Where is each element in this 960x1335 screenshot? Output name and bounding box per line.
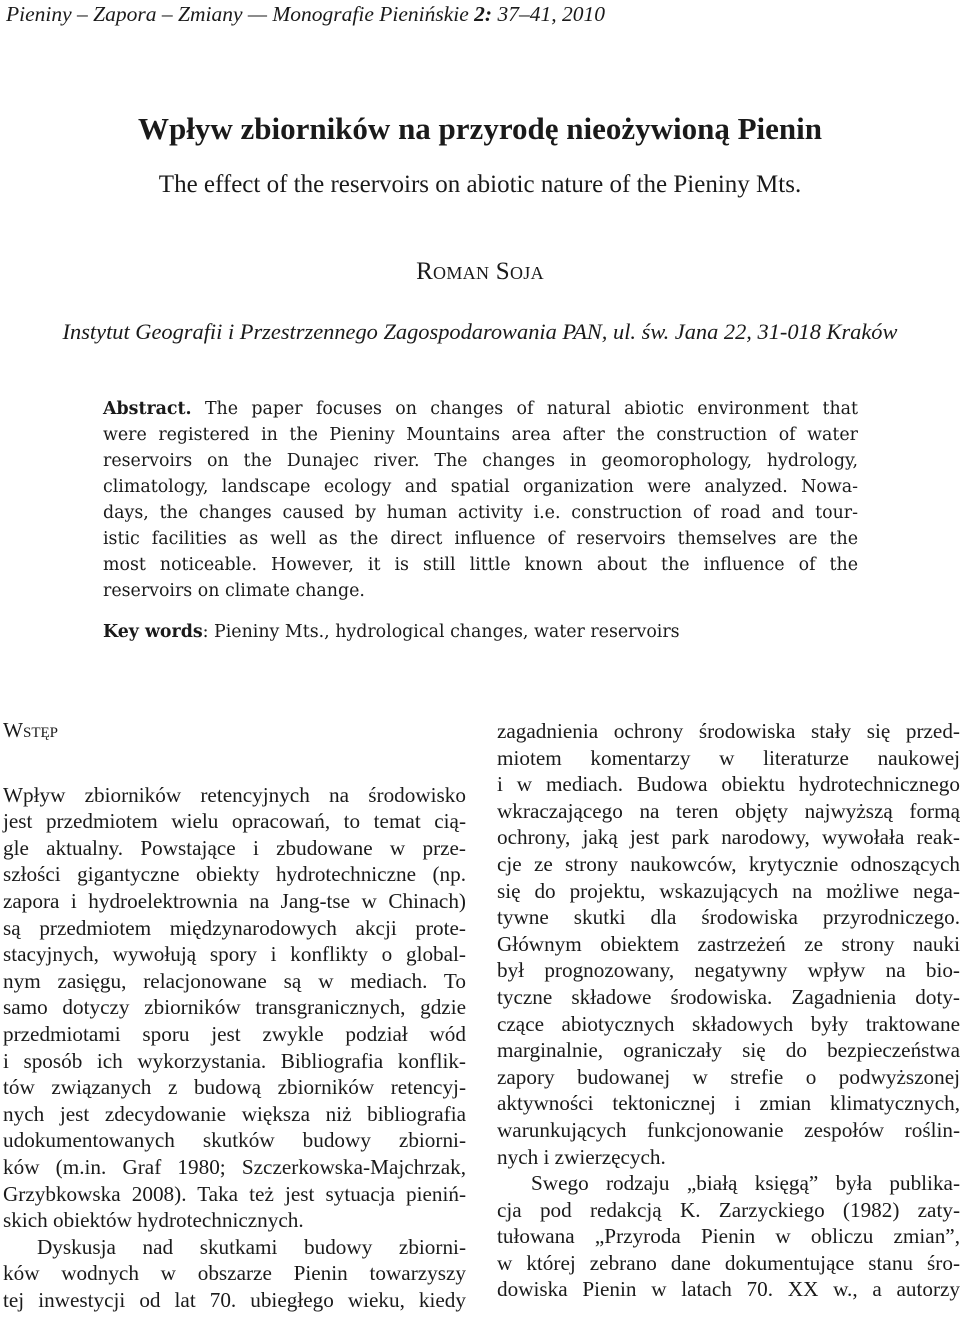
- body-line: jest przedmiotem wielu opracowań, to temat cią-: [3, 809, 466, 834]
- body-line: warunkujących funkcjonowanie zespołów roślin-: [497, 1117, 960, 1142]
- body-line: szłości gigantyczne obiekty hydrotechniczne (np.: [3, 862, 466, 887]
- body-line: nych jest zdecydowanie większa niż bibliografia: [3, 1101, 466, 1126]
- body-line: tywne skutki dla środowiska przyrodniczego.: [497, 905, 960, 930]
- abstract-line: most noticeable. However, it is still little known about the influence of the: [103, 555, 858, 575]
- abstract-label: Abstract.: [103, 399, 192, 419]
- running-header: [6, 2, 605, 27]
- keywords-text: : Pieniny Mts., hydrological changes, water reservoirs: [202, 622, 680, 642]
- body-line: Głównym obiektem zastrzeżeń ze strony nauki: [497, 931, 960, 956]
- body-line: był prognozowany, negatywny wpływ na bio-: [497, 958, 960, 983]
- body-line: wkraczającego na teren objęty najwyższą formą: [497, 798, 960, 823]
- abstract: [103, 396, 858, 604]
- body-line: miotem komentarzy w literaturze naukowej: [497, 745, 960, 770]
- body-line: samo dotyczy zbiorników transgranicznych, gdzie: [3, 995, 466, 1020]
- body-line: w której zebrano dane dokumentujące stanu śro-: [497, 1250, 960, 1275]
- body-line: stacyjnych, wywołują spory i konflikty o global-: [3, 942, 466, 967]
- author-affiliation: Instytut Geografii i Przestrzennego Zagospodarowania PAN, ul. św. Jana 22, 31-018 Kraków: [62, 319, 898, 344]
- body-line: nych i zwierzęcych.: [497, 1144, 666, 1169]
- section-heading: Wstęp: [3, 718, 59, 742]
- body-line: nym zasięgu, relacjonowane są w mediach. To: [3, 968, 466, 993]
- body-line: zapory budowanej w strefie o podwyższonej: [497, 1064, 960, 1089]
- body-line: udokumentowanych skutków budowy zbiorni-: [3, 1128, 466, 1153]
- article-title-english: The effect of the reservoirs on abiotic nature of the Pieniny Mts.: [158, 171, 802, 198]
- volume-number: 2:: [474, 2, 493, 26]
- abstract-line: reservoirs on the Dunajec river. The changes in geomorophology, hydrology,: [103, 451, 858, 471]
- keywords: [103, 619, 680, 645]
- journal-name: Pieniny – Zapora – Zmiany — Monografie Pienińskie: [6, 2, 469, 26]
- page-range: 37–41, 2010: [492, 2, 605, 26]
- abstract-line: reservoirs on climate change.: [103, 581, 365, 601]
- body-line: marginalnie, ograniczały się do bezpieczeństwa: [497, 1038, 960, 1063]
- author-name: Roman Soja: [416, 258, 544, 285]
- body-line: skich obiektów hydrotechnicznych.: [3, 1208, 304, 1233]
- body-line: tów związanych z budową zbiorników retencyj-: [3, 1075, 466, 1100]
- body-line: gle aktualny. Powstające i zbudowane w prze-: [3, 835, 466, 860]
- body-line: i w mediach. Budowa obiektu hydrotechnicznego: [497, 772, 960, 797]
- body-line: cje ze strony naukowców, krytycznie odnoszących: [497, 851, 960, 876]
- abstract-line: climatology, landscape ecology and spatial organization were analyzed. Nowa-: [103, 477, 858, 497]
- abstract-line: istic facilities as well as the direct influence of reservoirs themselves are the: [103, 529, 858, 549]
- body-column-left: [3, 717, 466, 1313]
- body-line: Grzybkowska 2008). Taka też jest sytuacja pieniń-: [3, 1181, 466, 1206]
- abstract-line: Abstract. The paper focuses on changes of natural abiotic environment that: [103, 399, 858, 419]
- body-line: cja pod redakcją K. Zarzyckiego (1982) zaty-: [497, 1197, 960, 1222]
- abstract-line: were registered in the Pieniny Mountains area after the construction of water: [103, 425, 858, 445]
- body-line: zagadnienia ochrony środowiska stały się przed-: [497, 719, 960, 743]
- abstract-line: days, the changes caused by human activity i.e. construction of road and tour-: [103, 503, 858, 523]
- body-line: tyczne składowe środowiska. Zagadnienia doty-: [497, 984, 960, 1009]
- body-line: tułowana „Przyroda Pienin w obliczu zmian”,: [497, 1224, 960, 1249]
- body-line: ochrony, jaką jest park narodowy, wywołała reak-: [497, 825, 960, 850]
- body-line: przedmiotami sporu jest zwykle podział wód: [3, 1021, 466, 1046]
- body-column-right: [497, 718, 960, 1303]
- body-line: aktywności tektonicznej i zmian klimatycznych,: [497, 1091, 960, 1116]
- body-line: Swego rodzaju „białą księgą” była publika-: [531, 1171, 960, 1196]
- body-line: czące abiotycznych składowych były traktowane: [497, 1011, 960, 1036]
- body-line: Wpływ zbiorników retencyjnych na środowisko: [3, 782, 466, 807]
- keywords-label: Key words: [103, 622, 203, 642]
- body-line: tej inwestycji od lat 70. ubiegłego wieku, kiedy: [3, 1287, 466, 1312]
- body-line: Dyskusja nad skutkami budowy zbiorni-: [37, 1234, 466, 1259]
- body-line: są przedmiotem międzynarodowych akcji prote-: [3, 915, 466, 940]
- body-line: się do projektu, wskazujących na możliwe nega-: [497, 878, 960, 903]
- body-line: ków (m.in. Graf 1980; Szczerkowska-Majchrzak,: [3, 1154, 466, 1179]
- article-title-polish: Wpływ zbiorników na przyrodę nieożywioną Pienin: [137, 111, 823, 146]
- body-line: dowiska Pienin w latach 70. XX w., a autorzy: [497, 1277, 960, 1302]
- body-line: zapora i hydroelektrownia na Jang-tse w Chinach): [3, 888, 466, 913]
- body-line: i sposób ich wykorzystania. Bibliografia konflik-: [3, 1048, 466, 1073]
- body-line: ków wodnych w obszarze Pienin towarzyszy: [3, 1261, 466, 1286]
